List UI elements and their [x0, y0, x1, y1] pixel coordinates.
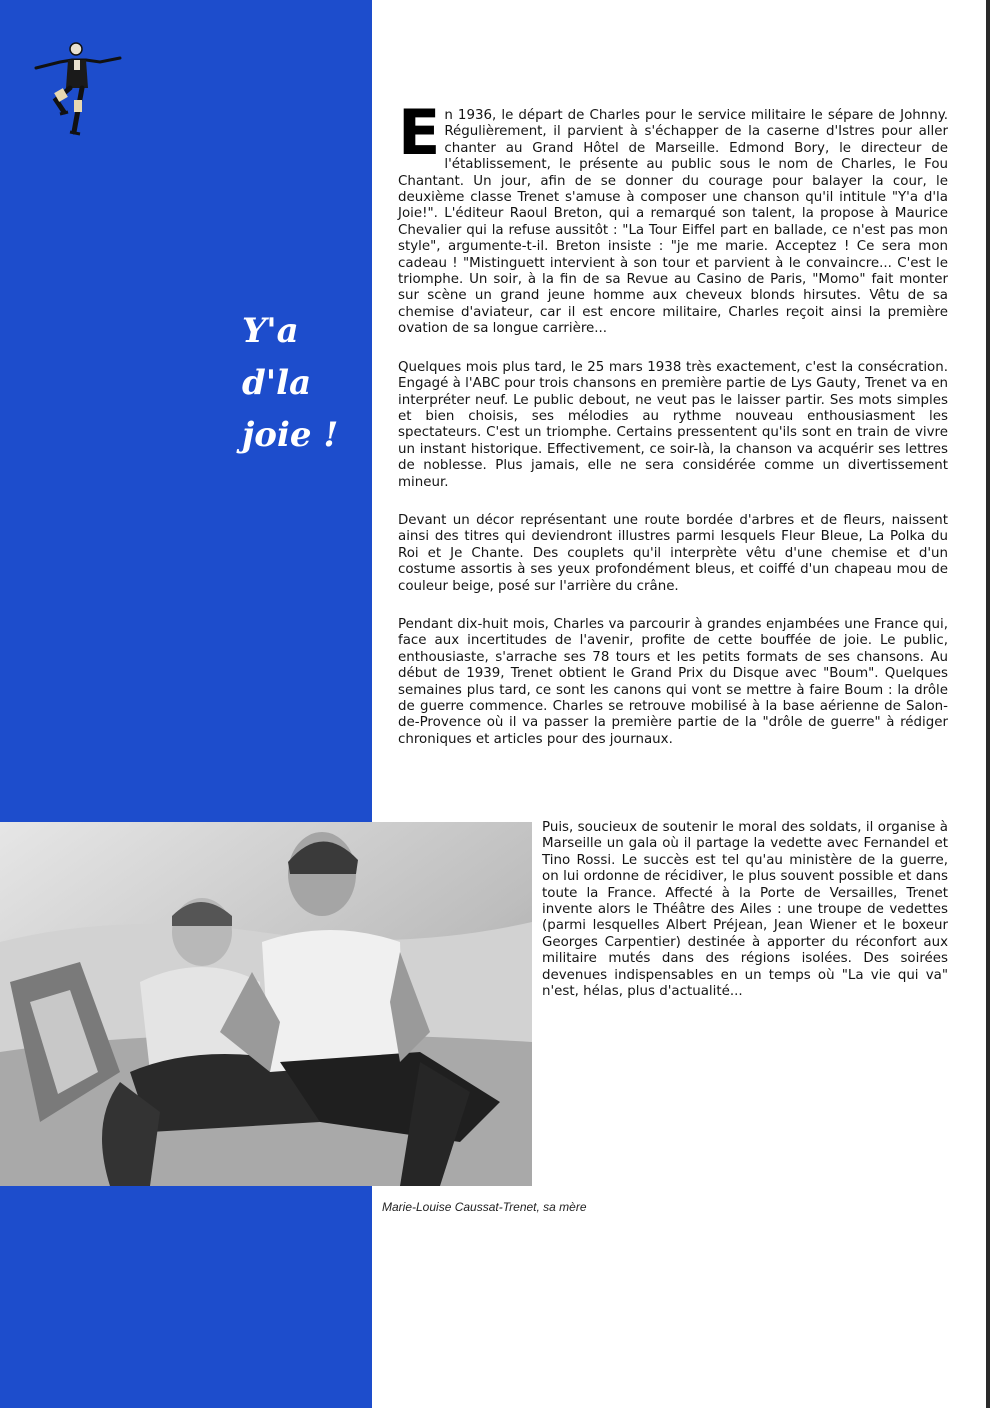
paragraph-4: Pendant dix-huit mois, Charles va parcourir à grandes enjambées une France qui, face aux incertitudes de l'avenir, profite de cette bouffée de joie. Le public, enthousiaste, s'arrache ses 78 tours et les petits formats de ses chansons. Au début de 1939, Trenet obtient le Grand Prix du Disque avec "Boum". Quelques semaines plus tard, ce sont les canons qui vont se mettre à faire Boum : la drôle de guerre commence. Charles se retrouve mobilisé à la base aérienne de Salon-de-Provence où il va passer la première partie de la "drôle de guerre" à rédiger chroniques et articles pour des journaux. — [398, 616, 948, 747]
drop-cap: E — [398, 96, 441, 169]
page-edge — [986, 0, 990, 1408]
sidebar-article — [542, 820, 948, 1000]
photo-caption: Marie-Louise Caussat-Trenet, sa mère — [382, 1200, 587, 1214]
paragraph-1-text: n 1936, le départ de Charles pour le service militaire le sépare de Johnny. Régulièrement, il parvient à s'échapper de la caserne d'Istres pour aller chanter au Grand Hôtel de Marseille. Edmond Bory, le directeur de l'établissement, le présente au public sous le nom de Charles, le Fou Chantant. Un jour, afin de se donner du courage pour balayer la cour, le deuxième classe Trenet s'amuse à composer une chanson qu'il intitule "Y'a d'la Joie!". L'éditeur Raoul Breton, qui a remarqué son talent, la propose à Maurice Chevalier qui la refuse aussitôt : "La Tour Eiffel part en ballade, ce n'est pas mon style", argumente-t-il. Breton insiste : "je me marie. Acceptez ! Ce sera mon cadeau ! "Mistinguett intervient à son tour et parvient à le convaincre... C'est le triomphe. Un soir, à la fin de sa Revue au Casino de Paris, "Momo" fait monter sur scène un grand jeune homme aux cheveux blonds hirsutes. Vêtu de sa chemise d'aviateur, car il est encore militaire, Charles reçoit ainsi la première ovation de sa longue carrière... — [398, 108, 948, 337]
title-line-1: Y'a — [242, 311, 299, 351]
section-title — [242, 305, 372, 461]
blue-band-bottom — [0, 1186, 372, 1408]
article-body — [398, 96, 948, 770]
paragraph-1 — [398, 96, 948, 338]
title-line-2: d'la — [242, 363, 312, 403]
paragraph-5: Puis, soucieux de soutenir le moral des soldats, il organise à Marseille un gala où il partage la vedette avec Fernandel et Tino Rossi. Le succès est tel qu'au ministère de la guerre, on lui ordonne de récidiver, le plus souvent possible et dans toute la France. Affecté à la Porte de Versailles, Trenet invente alors le Théâtre des Ailes : une troupe de vedettes (parmi lesquelles Albert Préjean, Jean Wiener et le boxeur Georges Carpentier) destinée à apporter du réconfort aux militaire mutés dans des régions isolées. Des soirées devenues indispensables en un temps où "La vie qui va" n'est, hélas, plus d'actualité... — [542, 820, 948, 1000]
title-line-3: joie ! — [242, 415, 339, 455]
paragraph-2: Quelques mois plus tard, le 25 mars 1938 très exactement, c'est la consécration. Engagé à l'ABC pour trois chansons en première partie de Lys Gauty, Trenet va en interpréter neuf. Le public debout, ne veut pas le laisser partir. Ses mots simples et bien choisis, ses mélodies au rythme nouveau enthousiasment les spectateurs. C'est un triomphe. Certains pressentent qu'ils sont en train de vivre un instant historique. Effectivement, ce soir-là, la chanson va acquérir ses lettres de noblesse. Plus jamais, elle ne sera considérée comme un divertissement mineur. — [398, 359, 948, 490]
portrait-photo — [0, 822, 532, 1186]
paragraph-3: Devant un décor représentant une route bordée d'arbres et de fleurs, naissent ainsi des titres qui deviendront illustres parmi lesquels Fleur Bleue, La Polka du Roi et Je Chante. Des couplets qu'il interprète vêtu d'une chemise et d'un costume assortis à ses yeux profondément bleus, et coiffé d'un chapeau mou de couleur beige, posé sur l'arrière du crâne. — [398, 512, 948, 594]
dancing-figure-illustration — [30, 40, 126, 140]
